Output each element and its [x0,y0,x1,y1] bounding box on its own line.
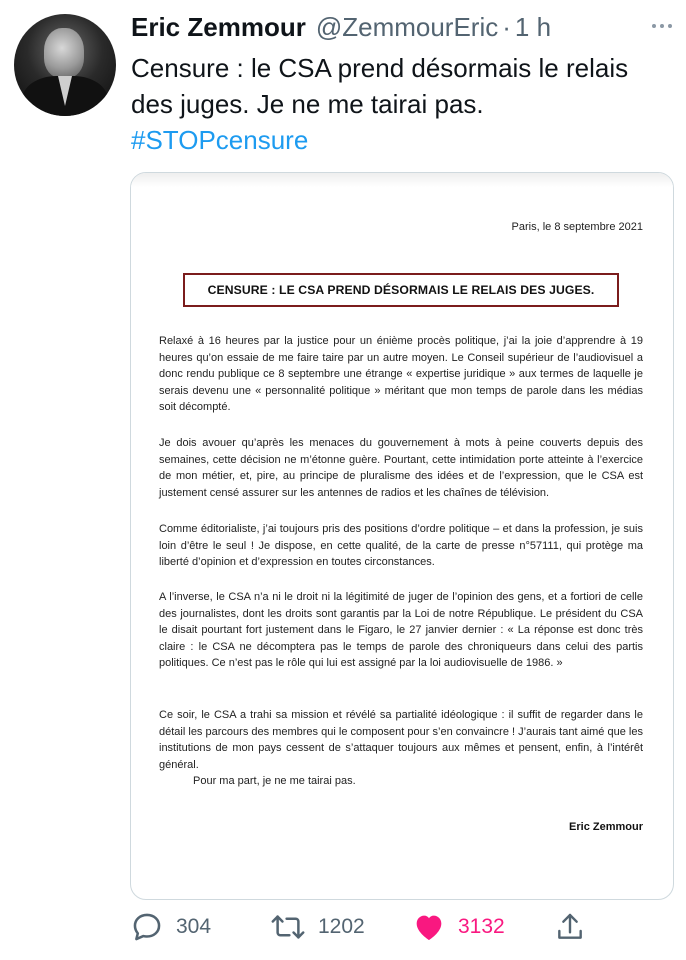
like-count: 3132 [458,915,505,938]
like-button[interactable] [412,910,505,944]
letter-closing: Pour ma part, je ne me tairai pas. [193,775,356,787]
letter-signature: Eric Zemmour [569,821,643,833]
tweet-text [131,50,672,158]
author-handle[interactable]: @ZemmourEric [315,12,499,42]
hashtag-link[interactable]: #STOPcensure [131,125,309,155]
action-bar [130,910,686,950]
avatar-head [44,28,84,78]
letter-paragraph: Relaxé à 16 heures par la justice pour un énième procès politique, j’ai la joie d’apprendre à 19 heures qu’on essaie de me faire taire par un autre moyen. Le Conseil supérieur de l’audiovisuel a donc rendu publique ce 8 septembre une étrange « expertise juridique » aux termes de laquelle je serais devenu une « personnalité politique » méritant que mon temps de parole dans les médias soit décompté. [159,335,643,414]
letter-title [183,273,619,307]
tweet-time[interactable]: 1 h [514,12,552,42]
heart-icon [412,910,446,944]
share-icon [554,910,586,944]
share-button[interactable] [554,910,586,944]
more-options-icon[interactable] [652,16,672,36]
image-top-shade [131,173,673,187]
letter-paragraph: Ce soir, le CSA a trahi sa mission et révélé sa partialité idéologique : il suffit de regarder dans le détail les parcours des membres qui le composent pour s’en convaincre ! J’aurais tant aimé que les institutions de mon pays cessent de s’attaquer toujours aux mêmes et pensent, enfin, à l’intérêt général. [159,709,643,771]
letter-title-text: CENSURE : LE CSA PREND DÉSORMAIS LE RELAIS DES JUGES. [207,283,595,297]
reply-count: 304 [176,915,212,938]
avatar[interactable] [14,14,116,116]
letter-paragraph: Je dois avouer qu’après les menaces du gouvernement à mots à peine couverts depuis des semaines, cette décision ne m’étonne guère. Pourtant, cette intimidation porte atteinte à l’exercice de mon métier, et, pire, au principe de pluralisme des idées et de l’expression, que le CSA est justement censé assurer sur les antennes de radios et les chaînes de télévision. [159,437,643,499]
retweet-icon [270,910,306,944]
retweet-count: 1202 [318,915,365,938]
letter-image[interactable] [130,172,674,900]
letter-paragraph: A l’inverse, le CSA n’a ni le droit ni la légitimité de juger de l’opinion des gens, et a fortiori de celle des journalistes, dont les droits sont garantis par la Loi de notre République. Le président du CSA le disait pourtant fort justement dans le Figaro, le 27 janvier dernier : « La réponse est donc très claire : le CSA ne décomptera pas le temps de parole des chroniqueurs dans celui des partis politiques. Ce n’est pas le rôle qui lui est assigné par la loi audiovisuelle de 1986. » [159,591,643,670]
reply-icon [130,910,164,944]
tweet-header [131,12,672,43]
tweet-body: Censure : le CSA prend désormais le relais des juges. Je ne me tairai pas. [131,53,629,119]
author-name[interactable]: Eric Zemmour [131,12,306,42]
reply-button[interactable] [130,910,211,944]
retweet-button[interactable] [270,910,365,944]
letter-paragraph: Comme éditorialiste, j’ai toujours pris des positions d’ordre politique – et dans la profession, je suis loin d’être le seul ! Je dispose, en cette qualité, de la carte de presse n°57111, qui protège ma liberté d’opinion et d’expression en toutes circonstances. [159,523,643,569]
separator-dot: · [502,12,511,42]
letter-date: Paris, le 8 septembre 2021 [511,221,643,233]
